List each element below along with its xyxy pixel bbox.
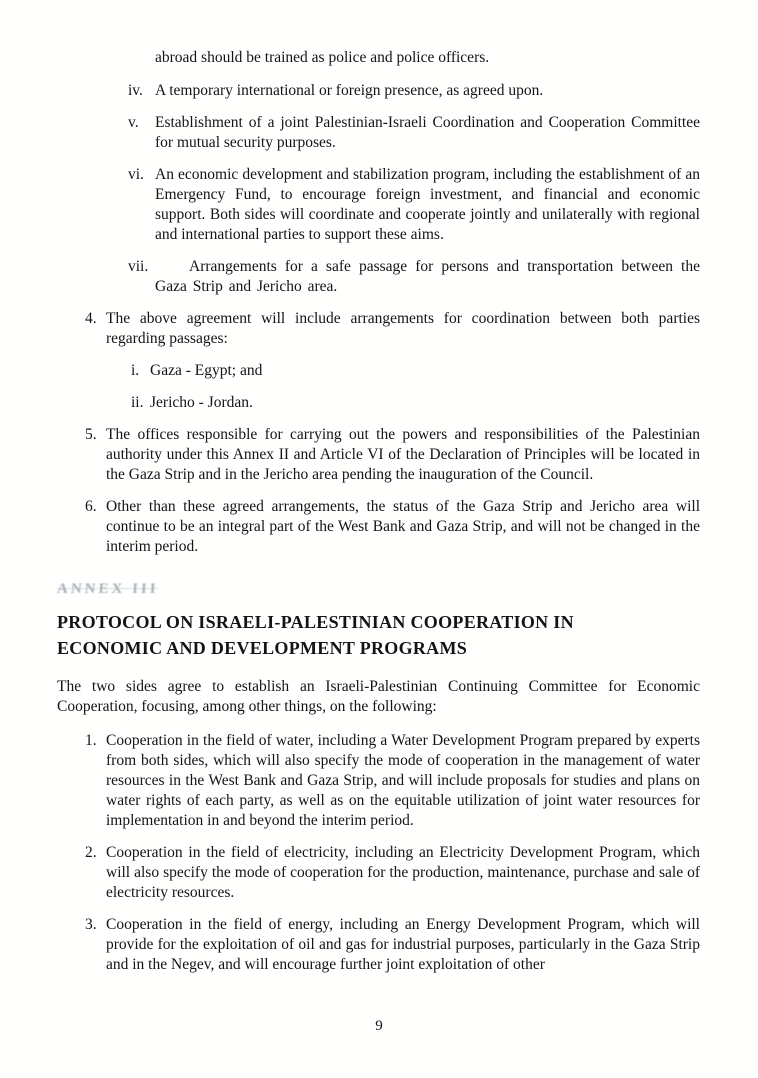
continuation-text: abroad should be trained as police and police officers. xyxy=(155,49,490,66)
list-item-4 xyxy=(85,309,700,349)
item-text: Cooperation in the field of water, including a Water Development Program prepared by experts from both sides, which will also specify the mode of cooperation in the management of water resources in the West Bank and Gaza Strip, and will include proposals for studies and plans on water rights of each party, as well as on the equitable utilization of joint water resources for implementation in and beyond the interim period. xyxy=(106,732,700,829)
list-item-i xyxy=(131,361,700,381)
list-item-v xyxy=(128,113,700,153)
security-subitem-list xyxy=(128,81,700,297)
list-item-6 xyxy=(85,497,700,557)
list-item-1 xyxy=(85,731,700,831)
item-text: Establishment of a joint Palestinian-Israeli Coordination and Cooperation Committee for mutual security purposes. xyxy=(155,114,700,151)
intro-paragraph: The two sides agree to establish an Israeli-Palestinian Continuing Committee for Economic Cooperation, focusing, among other things, on the following: xyxy=(57,678,700,715)
item-text: Other than these agreed arrangements, the status of the Gaza Strip and Jericho area will continue to be an integral part of the West Bank and Gaza Strip, and will not be changed in the interim period. xyxy=(106,498,700,555)
list-item-3 xyxy=(85,915,700,975)
list-item-vii xyxy=(128,257,700,297)
item-text: The above agreement will include arrangements for coordination between both parties regarding passages: xyxy=(106,310,700,347)
item-text: Cooperation in the field of electricity, including an Electricity Development Program, which will also specify the mode of cooperation for the production, maintenance, purchase and sale of electricity resources. xyxy=(106,844,700,901)
list-item-2 xyxy=(85,843,700,903)
item-label: v. xyxy=(128,114,139,131)
item-label: 4. xyxy=(85,310,97,327)
item-text: Gaza - Egypt; and xyxy=(150,362,263,379)
item-text: The offices responsible for carrying out the powers and responsibilities of the Palestinian authority under this Annex II and Article VI of the Declaration of Principles will be located in the Gaza Strip and in the Jericho area pending the inauguration of the Council. xyxy=(106,426,700,483)
list-item-iv xyxy=(128,81,700,101)
protocol-title-line2: ECONOMIC AND DEVELOPMENT PROGRAMS xyxy=(57,638,468,658)
passages-subitem-list xyxy=(131,361,700,413)
protocol-title xyxy=(57,609,700,661)
item-label: vi. xyxy=(128,166,144,183)
item-label: 5. xyxy=(85,426,97,443)
list-item-5 xyxy=(85,425,700,485)
item-label: 2. xyxy=(85,844,97,861)
list-item-ii xyxy=(131,393,700,413)
page-number: 9 xyxy=(375,1018,383,1034)
item-text: Cooperation in the field of energy, including an Energy Development Program, which will provide for the exploitation of oil and gas for industrial purposes, particularly in the Gaza Strip and in the Negev, and will encourage further joint exploitation of other xyxy=(106,916,700,973)
annex-iii-stamp: ANNEX III xyxy=(56,581,160,597)
item-label: 3. xyxy=(85,916,97,933)
item-label: vii. xyxy=(128,258,149,275)
item-label: ii. xyxy=(131,394,144,411)
item-text: A temporary international or foreign presence, as agreed upon. xyxy=(155,82,544,99)
protocol-title-line1: PROTOCOL ON ISRAELI-PALESTINIAN COOPERATION IN xyxy=(57,612,574,632)
item-label: 6. xyxy=(85,498,97,515)
item-text: An economic development and stabilization program, including the establishment of an Emergency Fund, to encourage foreign investment, and financial and economic support. Both sides will coordinate and cooperate jointly and unilaterally with regional and international parties to support these aims. xyxy=(155,166,700,243)
item-label: 1. xyxy=(85,732,97,749)
item-text: Jericho - Jordan. xyxy=(150,394,253,411)
item-label: iv. xyxy=(128,82,143,99)
list-item-vi xyxy=(128,165,700,245)
item-text: Arrangements for a safe passage for persons and transportation between the Gaza Strip and Jericho area. xyxy=(155,258,700,295)
item-label: i. xyxy=(131,362,140,379)
